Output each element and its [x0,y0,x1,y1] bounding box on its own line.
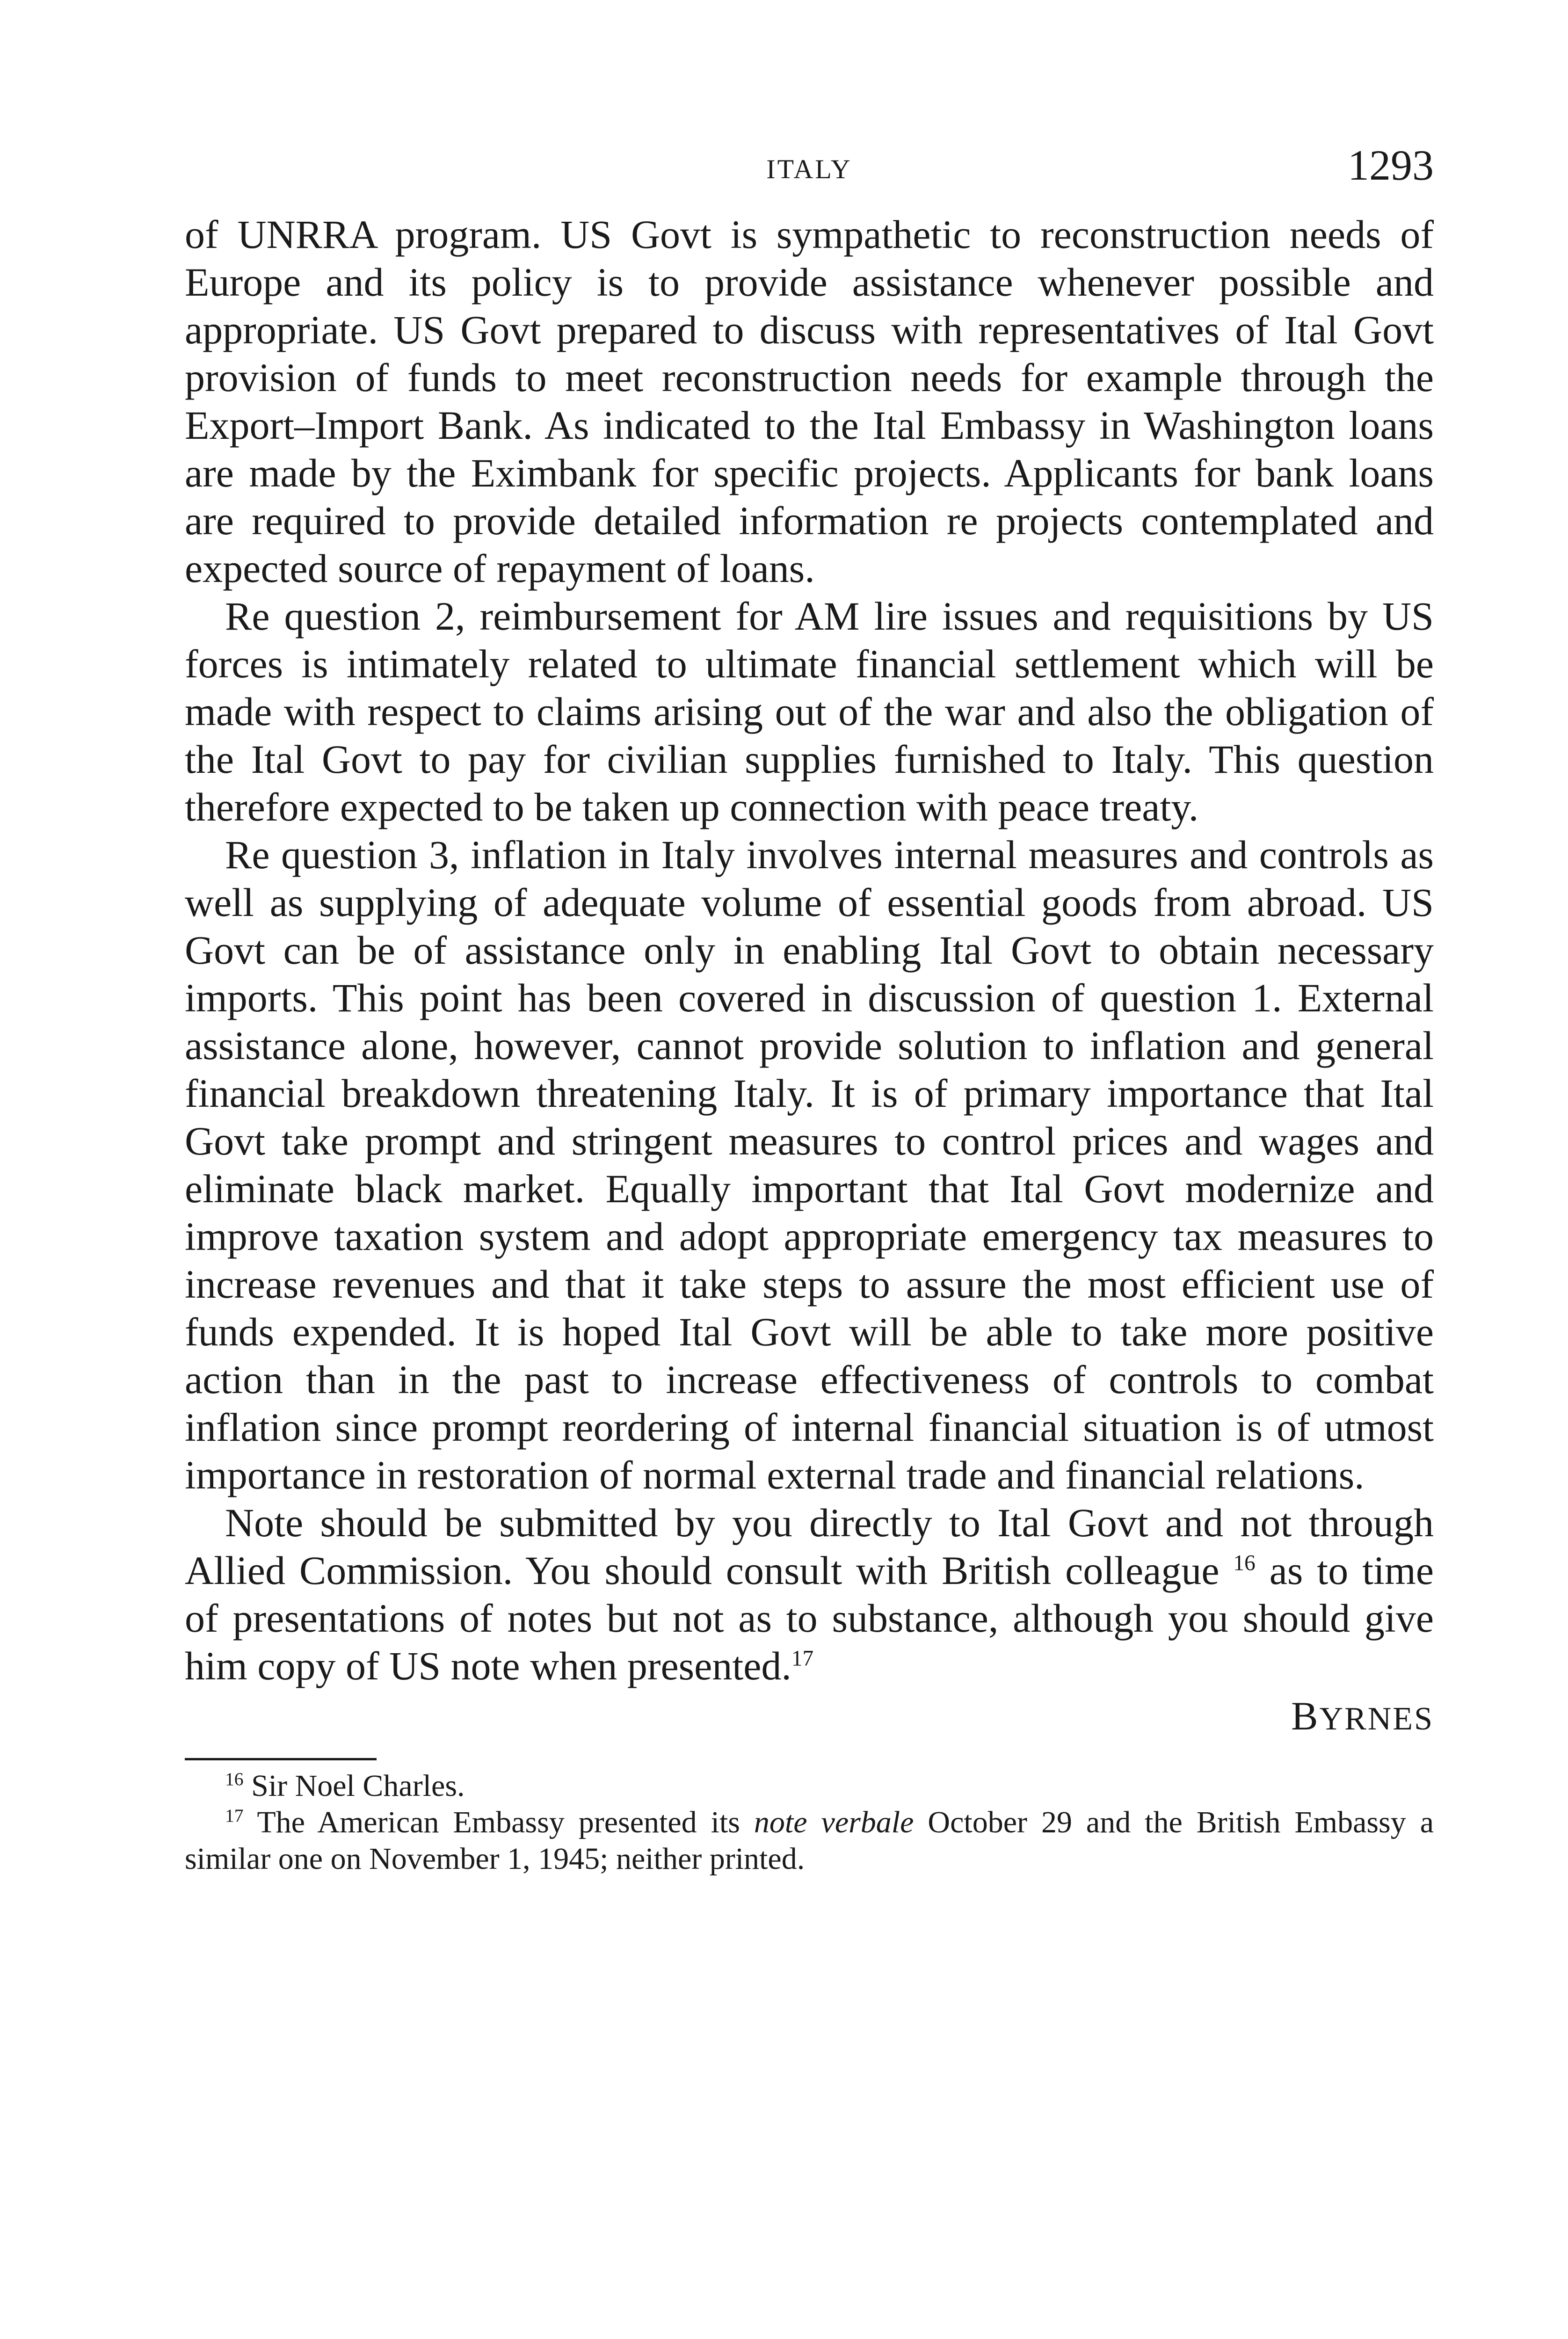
footnote-text-17-after: October 29 and the British Embassy a similar one on November 1, 1945; neither printed. [185,1805,1434,1876]
paragraph-continued: of UNRRA program. US Govt is sympathetic to reconstruction needs of Europe and its policy is to provide assistance whenever possible and appropriate. US Govt prepared to discuss with representatives of Ital Govt provision of funds to meet reconstruction needs for example through the Export–Import Bank. As indicated to the Ital Embassy in Washington loans are made by the Eximbank for specific projects. Applicants for bank loans are required to provide detailed information re projects contemplated and expected source of repayment of loans. [185,212,1434,591]
signature-initial: B [1291,1693,1320,1738]
paragraph-note-instructions [185,1499,1434,1690]
paragraph-question-3: Re question 3, inflation in Italy involves internal measures and controls as well as supplying of adequate volume of essential goods from abroad. US Govt can be of assistance only in enabling Ital Govt to obtain necessary imports. This point has been covered in discussion of question 1. External assistance alone, however, cannot provide solution to inflation and general financial breakdown threatening Italy. It is of primary importance that Ital Govt take prompt and stringent measures to control prices and wages and eliminate black market. Equally important that Ital Govt modernize and improve taxation system and adopt appropriate emergency tax measures to increase revenues and that it take steps to assure the most efficient use of funds expended. It is hoped Ital Govt will be able to take more positive action than in the past to increase effectiveness of controls to combat inflation since prompt reordering of internal financial situation is of utmost importance in restoration of normal external trade and financial relations. [185,832,1434,1497]
document-page [185,140,1434,1877]
footnote-17 [185,1804,1434,1877]
paragraph-question-2: Re question 2, reimbursement for AM lire issues and requisitions by US forces is intimately related to ultimate financial settlement which will be made with respect to claims arising out of the war and also the obligation of the Ital Govt to pay for civilian supplies furnished to Italy. This question therefore expected to be taken up connection with peace treaty. [185,594,1434,829]
footnote-text-17-before: The American Embassy presented its [243,1805,754,1839]
body-text [185,211,1434,1690]
footnote-divider [185,1758,377,1760]
footnote-marker-16: 16 [225,1769,244,1789]
running-title: ITALY [766,154,852,184]
footnote-text-17-italic: note verbale [754,1805,914,1839]
signature-rest: YRNES [1319,1701,1434,1737]
footnote-ref-16[interactable]: 16 [1233,1551,1256,1576]
running-header [185,140,1434,211]
page-number: 1293 [1348,141,1434,189]
note-text-part-1: Note should be submitted by you directly to Ital Govt and not through Allied Commission. You should consult with British colleague [185,1500,1434,1593]
footnotes [185,1768,1434,1877]
note-text-part-2: as to time of presentations of notes but not as to substance, although you should give him copy of US note when presented. [185,1548,1434,1688]
footnote-16 [185,1768,1434,1804]
footnote-text-16: Sir Noel Charles. [243,1769,465,1803]
signature [185,1693,1434,1744]
footnote-marker-17: 17 [225,1805,244,1826]
footnote-ref-17[interactable]: 17 [791,1646,814,1671]
